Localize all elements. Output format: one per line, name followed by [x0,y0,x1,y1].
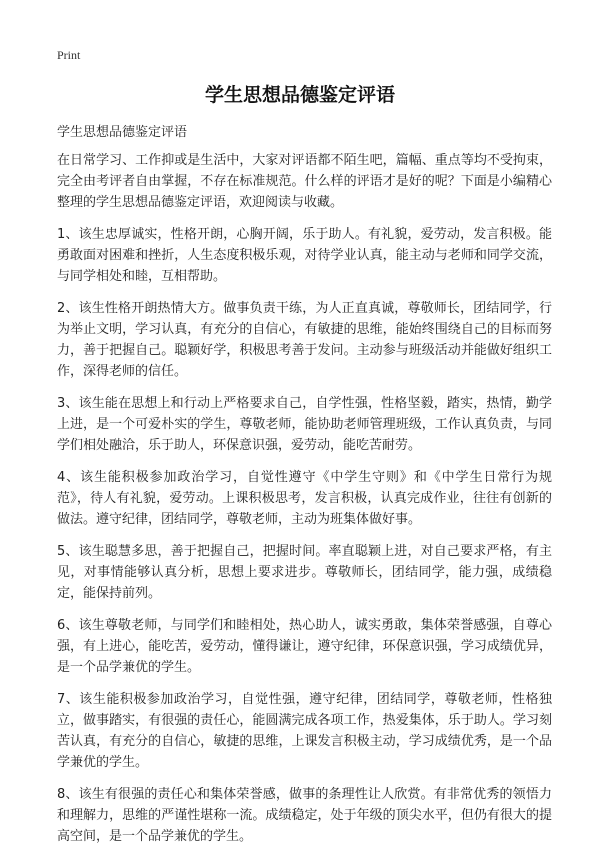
comment-paragraph-6: 6、该生尊敬老师，与同学们和睦相处，热心助人，诚实勇敢，集体荣誉感强，自尊心强，有上进心，能吃苦，爱劳动，懂得谦让，遵守纪律，环保意识强，学习成绩优异，是一个品学兼优的学生。 [57,618,552,675]
comment-paragraph-1: 1、该生忠厚诚实，性格开朗，心胸开阔，乐于助人。有礼貌，爱劳动，发言积极。能勇敢面对困难和挫折，人生态度积极乐观，对待学业认真，能主动与老师和同学交流，与同学相处和睦，互相帮助。 [57,227,552,284]
comment-paragraph-7: 7、该生能积极参加政治学习，自觉性强，遵守纪律，团结同学，尊敬老师，性格独立，做事踏实，有很强的责任心，能圆满完成各项工作，热爱集体，乐于助人。学习刻苦认真，有充分的自信心，敏捷的思维，上课发言积极主动，学习成绩优秀，是一个品学兼优的学生。 [57,692,552,770]
print-link[interactable]: Print [57,48,81,62]
comment-paragraph-8: 8、该生有很强的责任心和集体荣誉感，做事的条理性让人欣赏。有非常优秀的领悟力和理解力，思维的严谨性堪称一流。成绩稳定，处于年级的顶尖水平，但仍有很大的提高空间，是一个品学兼优的学生。 [57,787,552,844]
page-title: 学生思想品德鉴定评语 [204,84,395,106]
document-subtitle: 学生思想品德鉴定评语 [57,125,188,140]
intro-paragraph: 在日常学习、工作抑或是生活中，大家对评语都不陌生吧，篇幅、重点等均不受拘束，完全由考评者自由掌握，不存在标准规范。什么样的评语才是好的呢？下面是小编精心整理的学生思想品德鉴定评语，欢迎阅读与收藏。 [57,153,552,210]
comment-paragraph-5: 5、该生聪慧多思，善于把握自己，把握时间。率直聪颖上进，对自己要求严格，有主见，对事情能够认真分析，思想上要求进步。尊敬师长，团结同学，能力强，成绩稳定，能保持前列。 [57,544,552,601]
comment-paragraph-3: 3、该生能在思想上和行动上严格要求自己，自学性强，性格坚毅，踏实，热情，勤学上进，是一个可爱朴实的学生，尊敬老师，能协助老师管理班级，工作认真负责，与同学们相处融洽，乐于助人，环保意识强，爱劳动，能吃苦耐劳。 [57,396,552,453]
comment-paragraph-2: 2、该生性格开朗热情大方。做事负责干练，为人正直真诚，尊敬师长，团结同学，行为举止文明，学习认真，有充分的自信心，有敏捷的思维，能始终围绕自己的目标而努力，善于把握自己。聪颖好学，积极思考善于发问。主动参与班级活动并能做好组织工作，深得老师的信任。 [57,301,552,379]
document-body [57,150,552,858]
comment-paragraph-4: 4、该生能积极参加政治学习，自觉性遵守《中学生守则》和《中学生日常行为规范》，待人有礼貌，爱劳动。上课积极思考，发言积极，认真完成作业，往往有创新的做法。遵守纪律，团结同学，尊敬老师，主动为班集体做好事。 [57,470,552,527]
